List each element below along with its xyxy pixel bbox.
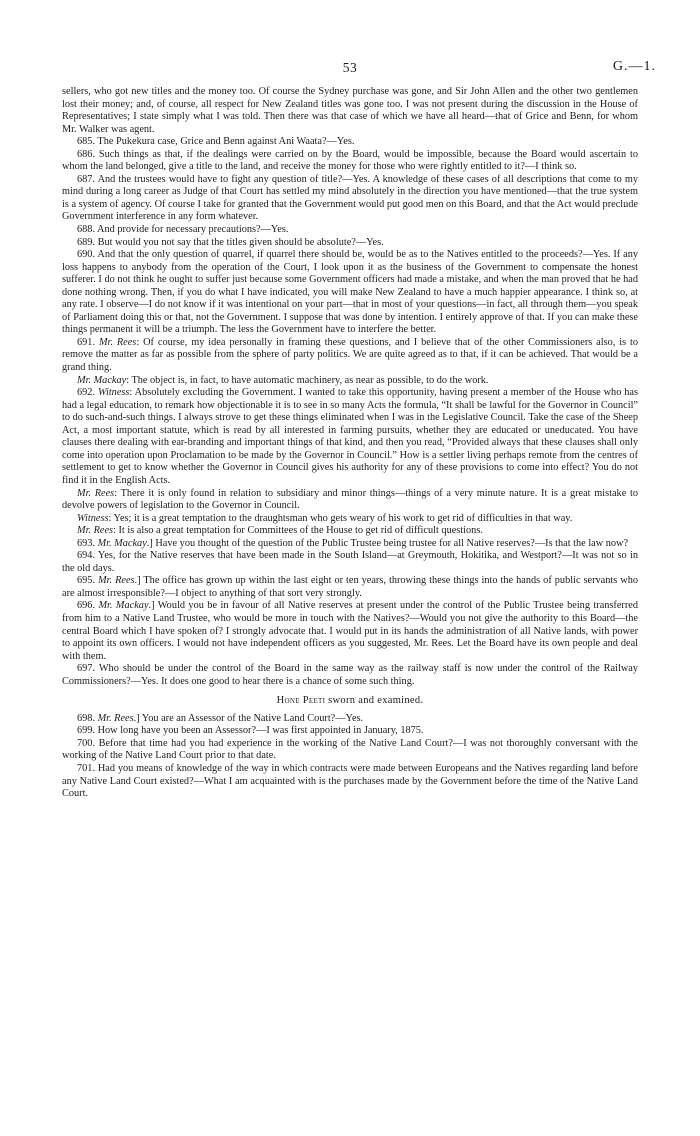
speaker-label: Witness: [77,512,112,524]
paragraph-text: 686. Such things as that, if the dealings were carried on by the Board, would be impossible, because the Board would ascertain to whom the land belonged, give a title to the land, and receive the money for those who were rightly entitled to it?—I think so. [62,148,638,173]
paragraph [62,513,638,526]
speaker-label: Mr. Rees: [77,487,118,499]
paragraph [62,525,638,538]
paragraph-text: 689. But would you not say that the titles given should be absolute?—Yes. [77,236,384,248]
paragraph [62,725,638,738]
paragraph [62,713,638,726]
speaker-label: 693. Mr. Mackay.] [77,537,153,549]
speaker-label: 692. Witness: [77,387,133,399]
paragraph [62,663,638,688]
paragraph-text: It is also a great temptation for Committees of the House to get rid of difficult questions. [115,525,483,537]
page-number: 53 [342,60,358,75]
speaker-label: Mr. Rees: [77,525,116,537]
paragraph [62,538,638,551]
paragraph-text: Absolutely excluding the Government. I wanted to take this opportunity, having present a member of the House who has had a legal education, to remark how objectionable it is to see in so many Acts the formula, “It shall be lawful for the Governor in Council” to do such-and-such things. I always strove to get these things eliminated when I was in the Legislative Council. Take the case of the Sheep Act, a most important statute, which is read by all interested in farming pursuits, whether they are educated or uneducated. You have clauses there dealing with ear-branding and important things of that kind, and then you read, “Provided always that these clauses shall only come into operation upon Proclamation to be made by the Governor in Council.” How is a settler living perhaps remote from the centres of settlement to get to know whether the Governor in Council gives his authority for any of these provisions to come into effect? You do not find it in the English Acts. [62,387,639,486]
paragraph [62,149,638,174]
paragraph-list [62,713,638,801]
paragraph-text: 701. Had you means of knowledge of the way in which contracts were made between Europeans and the Natives regarding land before any Native Land Court existed?—What I am acquainted with is the purchases made by the Government before the time of the Native Land Court. [62,762,638,800]
paragraph [62,550,638,575]
paragraph-list [62,86,638,688]
paragraph-text: There it is only found in relation to subsidiary and minor things—things of a very minute nature. It is a great mistake to devolve powers of legislation to the Governor in Council. [62,487,638,512]
paragraph [62,738,638,763]
speaker-label: 698. Mr. Rees.] [77,712,140,724]
paragraph-text: Of course, my idea personally in framing these questions, and I believe that of the other Commissioners also, is to remove the matter as far as possible from the sphere of party politics. We are quite agreed as to that, if it can be achieved. That would be a grand thing. [62,336,639,374]
paragraph-text: sellers, who got new titles and the money too. Of course the Sydney purchase was gone, and Sir John Allen and the other two gentlemen lost their money; and, of course, all respect for New Zealand titles was gone too. I was not present during the discussion in the House of Representatives; I state simply what I was told. Then there was that case of which we have all heard—that of Grice and Benn, for whom Mr. Walker was agent. [62,86,638,135]
paragraph [62,488,638,513]
speaker-label: 695. Mr. Rees.] [77,575,141,587]
paragraph-text: 694. Yes, for the Native reserves that have been made in the South Island—at Greymouth, Hokitika, and Westport?—It was not so in the old days. [62,550,638,574]
document-body [62,86,638,801]
paragraph-text: 687. And the trustees would have to fight any question of title?—Yes. A knowledge of these cases of all descriptions that come to my mind during a long career as Judge of that Court has settled my mind absolutely in the direction you have mentioned—that the true system is a system of agency. Of course I take for granted that the Government would put good men on this Board, and that the Act would preclude Government interference in any form whatever. [62,173,638,223]
paragraph-text: 685. The Pukekura case, Grice and Benn against Ani Waata?—Yes. [77,136,355,148]
paragraph [62,174,638,224]
paragraph [62,763,638,801]
paragraph-text: The object is, in fact, to have automatic machinery, as near as possible, to do the work. [129,374,489,386]
paragraph [62,249,638,337]
paragraph-text: 690. And that the only question of quarrel, if quarrel there should be, would be as to the Natives entitled to the proceeds?—Yes. If any loss happens to anybody from the operation of the Court, I look upon it as the business of the Government to compensate the honest sufferer. I do not think he ought to suffer just because some Government officers had made a mistake, and when the man proved that he had done nothing wrong. Then, if you do what I have indicated, you will make New Zealand to have a much happier appearance. I think so, at any rate. I observe—I do not know if it was intentional on your part—that in most of your questions—in fact, all through them—you speak of Parliament doing this or that, not the Government. I suppose that was done by intention. I entirely approve of that. If you can make these things permanent it will be a triumph. The less the Government have to interfere the better. [62,249,638,336]
paragraph-text: 688. And provide for necessary precautions?—Yes. [77,224,289,236]
section-heading [62,695,638,708]
paragraph-text: Have you thought of the question of the Public Trustee being trustee for all Native reserves?—Is that the law now? [152,537,629,549]
speaker-label: 691. Mr. Rees: [77,336,140,348]
paragraph [62,136,638,149]
paragraph-text: 700. Before that time had you had experience in the working of the Native Land Court?—I was not thoroughly conversant with the working of the Native Land Court prior to that date. [62,737,638,762]
paragraph [62,86,638,136]
page-reference: G.—1. [612,59,656,74]
witness-name-first: Hone [276,695,300,707]
paragraph [62,375,638,388]
paragraph [62,387,638,487]
paragraph-text: The office has grown up within the last eight or ten years, throwing these things into the hands of public servants who are almost irresponsible?—I object to anything of that sort very strongly. [62,575,639,599]
paragraph-text: 697. Who should be under the control of the Board in the same way as the railway staff is now under the control of the Railway Commissioners?—Yes. It does one good to hear there is a chance of some such thing. [62,663,638,687]
speaker-label: Mr. Mackay: [77,374,130,386]
section-heading-suffix: sworn and examined. [328,695,424,707]
paragraph-text: You are an Assessor of the Native Land Court?—Yes. [139,712,364,724]
paragraph [62,575,638,600]
paragraph-text: Yes; it is a great temptation to the draughtsman who gets weary of his work to get rid of difficulties in that way. [111,512,573,524]
paragraph-text: 699. How long have you been an Assessor?—I was first appointed in January, 1875. [77,725,424,737]
paragraph-text: Would you be in favour of all Native reserves at present under the control of the Public Trustee being transferred from him to a Native Land Trustee, who would be more in touch with the Natives?—Would you not give the authority to this Board—the central Board which I have spoken of? I strongly advocate that. I would put in its hands the administration of all Native lands, with power to appoint its own officers. I would not have independent officers as you suggested, Mr. Rees. Let the Board have its own people and deal with them. [62,600,639,662]
speaker-label: 696. Mr. Mackay.] [77,600,155,612]
paragraph [62,337,638,375]
witness-name-last: Peeti [302,695,326,707]
paragraph [62,224,638,237]
paragraph [62,600,638,663]
paragraph [62,237,638,250]
